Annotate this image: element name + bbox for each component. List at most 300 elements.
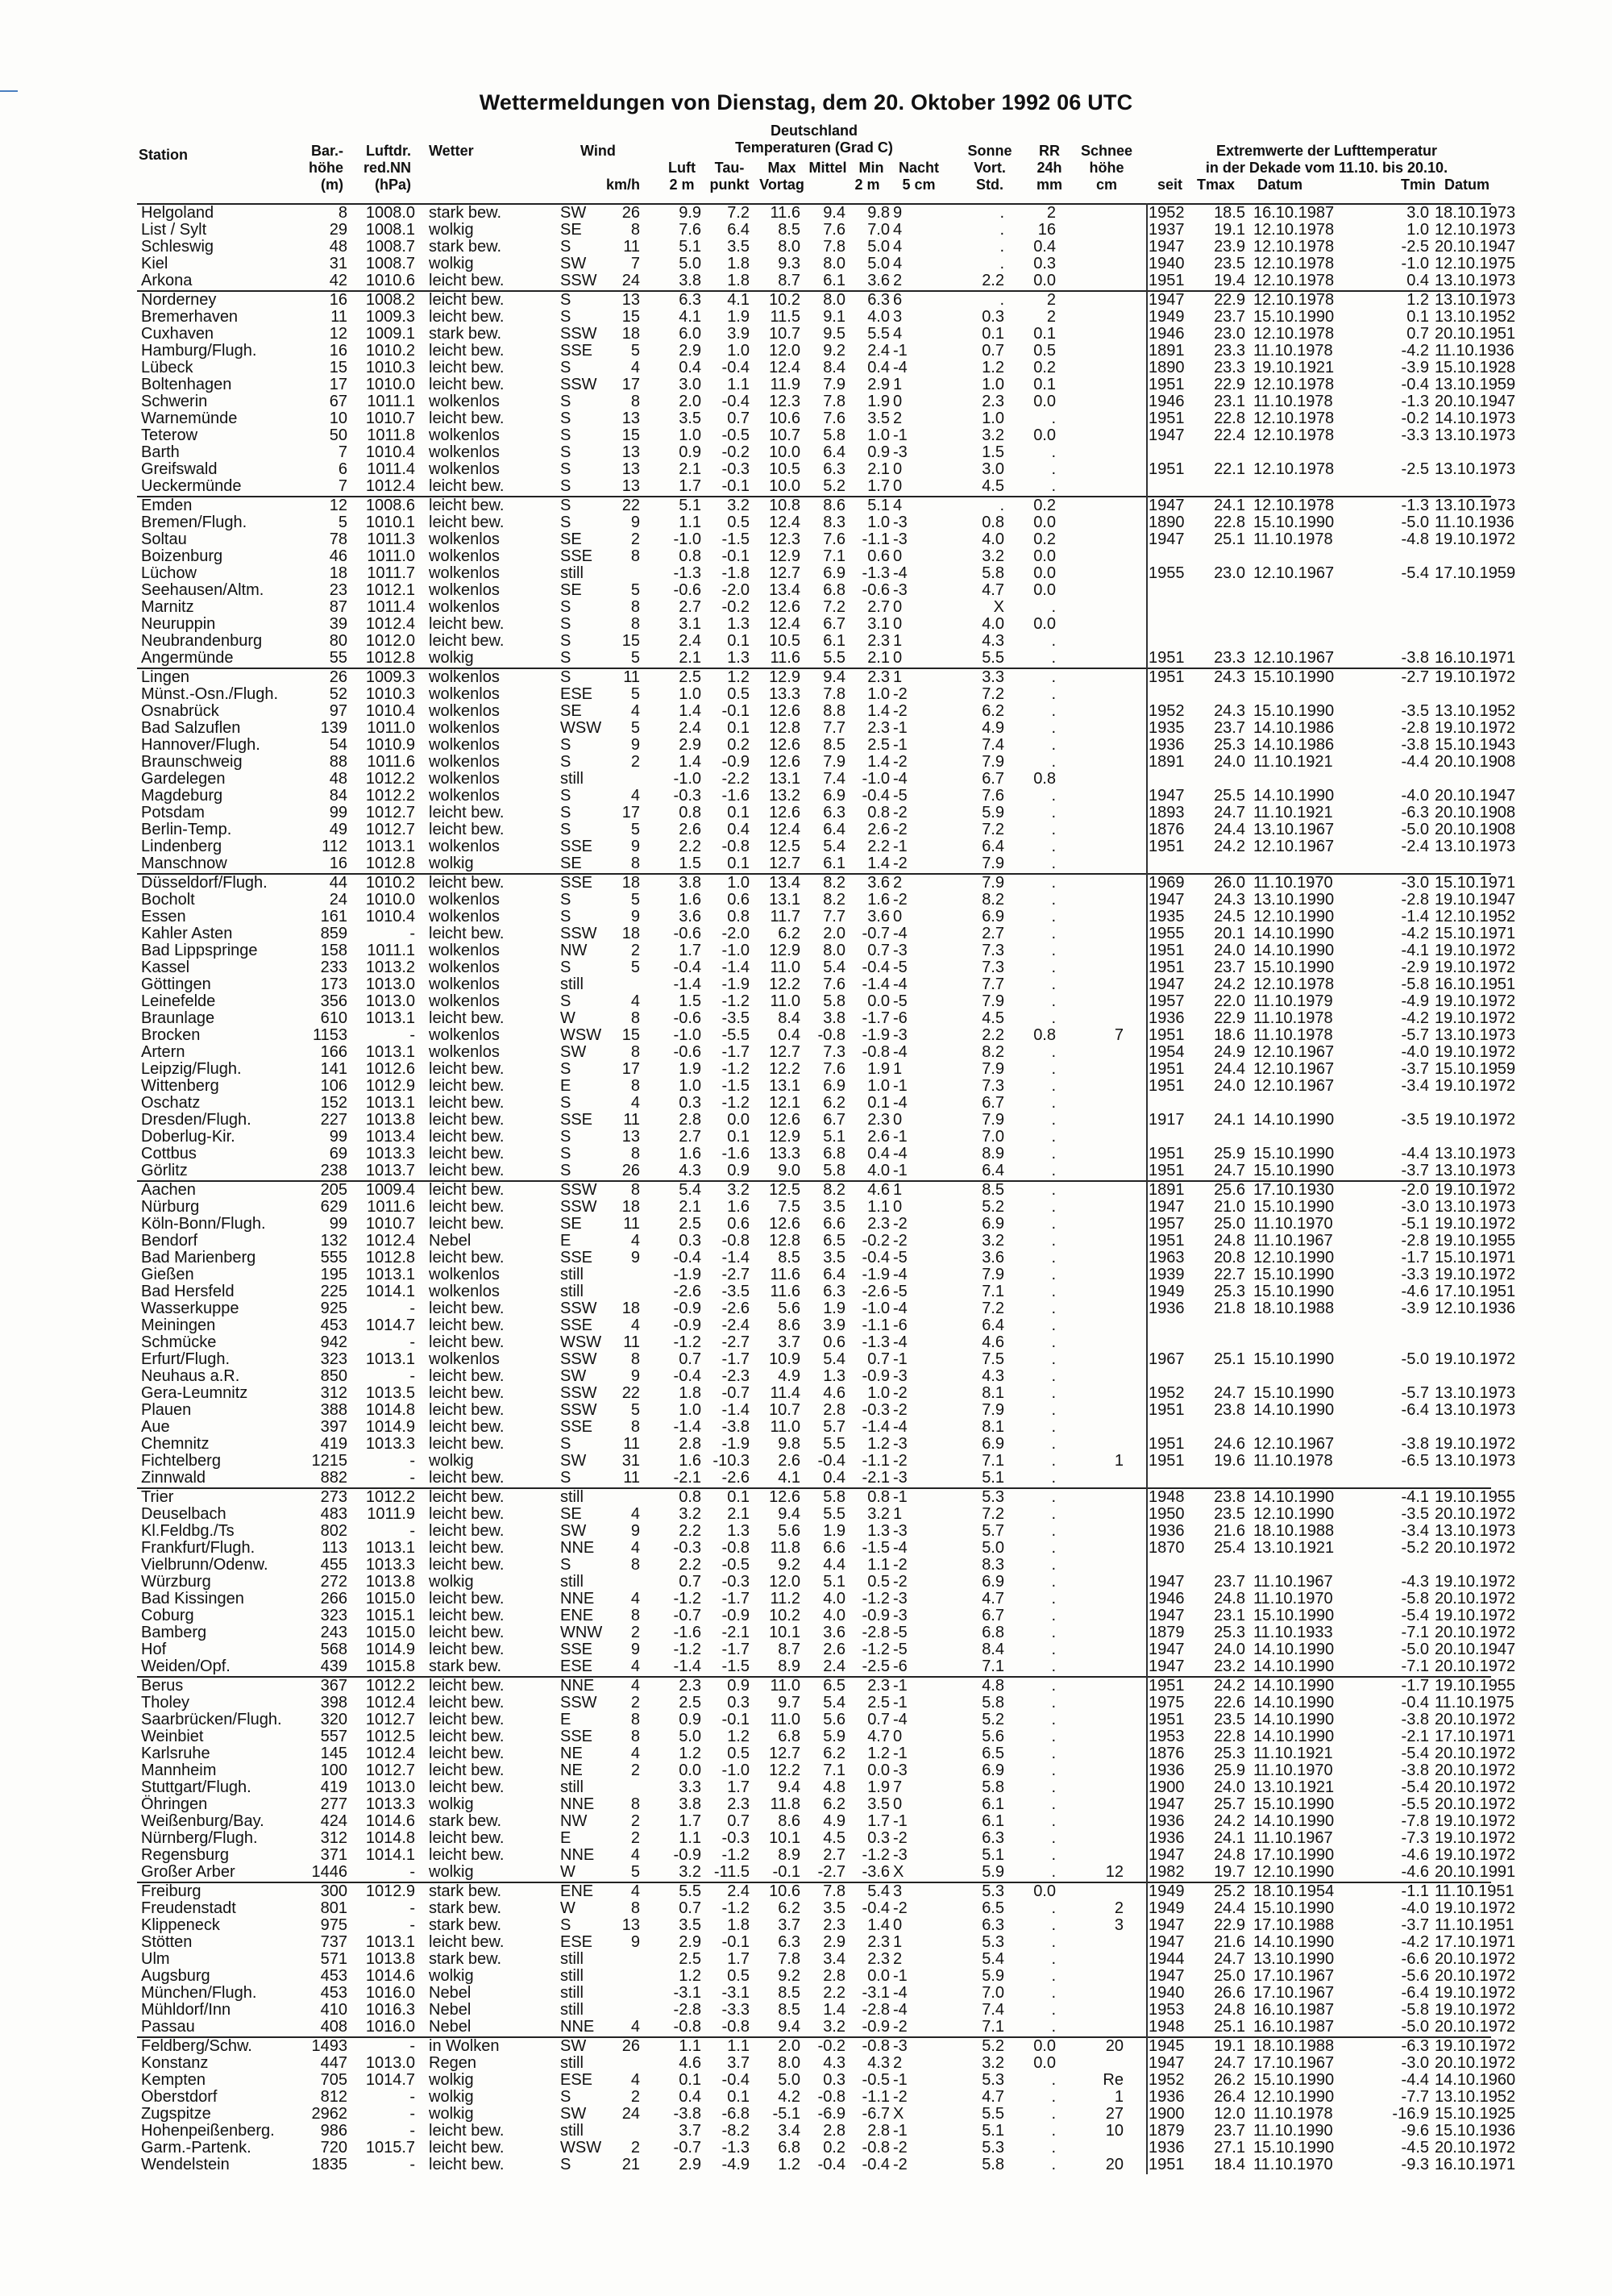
cell-extrem-seit: 1937 (1149, 221, 1185, 239)
cell-luftdruck: 1012.4 (365, 615, 415, 633)
cell-station-name: Boizenburg (141, 547, 223, 565)
cell-wind-richtung: NNE (560, 1539, 595, 1557)
cell-wetter: leicht bew. (429, 925, 505, 942)
cell-taupunkt: 0.7 (727, 1812, 750, 1830)
cell-min-5cm: -3 (893, 1590, 908, 1608)
cell-max-vortag: 10.7 (769, 426, 800, 444)
cell-extrem-seit: 1951 (1149, 1145, 1185, 1163)
cell-extrem-tmax-datum: 14.10.1990 (1253, 1488, 1335, 1506)
cell-station-name: Artern (141, 1043, 185, 1061)
cell-extrem-tmax: 22.8 (1214, 514, 1245, 531)
cell-luftdruck: 1012.4 (365, 477, 415, 495)
cell-taupunkt: -2.0 (721, 925, 750, 942)
cell-bar-hoehe: 48 (329, 770, 347, 788)
cell-wetter: leicht bew. (429, 821, 505, 838)
cell-luftdruck: 1012.6 (365, 1060, 415, 1078)
cell-max-vortag: 10.5 (769, 460, 800, 478)
cell-min-2m: 1.2 (867, 1745, 890, 1762)
cell-station-name: Augsburg (141, 1967, 210, 1985)
cell-min-2m: 5.4 (867, 1882, 890, 1900)
cell-sonne-std: 3.3 (982, 668, 1004, 686)
cell-extrem-tmax: 22.1 (1214, 460, 1245, 478)
cell-schnee-hoehe: Re (1103, 2071, 1124, 2089)
cell-taupunkt: 0.6 (727, 891, 750, 909)
cell-luftdruck: - (409, 1916, 415, 1934)
cell-extrem-tmin: -3.4 (1401, 1077, 1429, 1095)
cell-wind-kmh: 18 (621, 1198, 640, 1216)
cell-extrem-seit: 1953 (1149, 2001, 1185, 2019)
cell-rr-24h: . (1051, 1435, 1056, 1453)
cell-extrem-tmin-datum: 20.10.1972 (1435, 1590, 1516, 1608)
cell-max-vortag: 12.5 (769, 1181, 800, 1199)
table-row (137, 1846, 1516, 1864)
cell-station-name: Gera-Leumnitz (141, 1384, 248, 1402)
cell-wind-richtung: SW (560, 255, 587, 272)
header-schnee-2: höhe (1089, 160, 1124, 176)
cell-extrem-seit: 1936 (1149, 2139, 1185, 2157)
cell-wind-richtung: S (560, 1145, 571, 1163)
cell-extrem-tmax-datum: 18.10.1988 (1253, 1522, 1335, 1540)
cell-min-2m: -0.8 (862, 1043, 890, 1061)
cell-wind-kmh: 18 (621, 874, 640, 892)
cell-wetter: leicht bew. (429, 1677, 505, 1695)
cell-wind-richtung: still (560, 1573, 584, 1591)
cell-mittel-vortag: 2.2 (823, 1984, 845, 2002)
cell-min-5cm: 0 (893, 908, 903, 925)
cell-extrem-tmax-datum: 12.10.1990 (1253, 1505, 1335, 1523)
cell-extrem-seit: 1891 (1149, 342, 1185, 360)
cell-sonne-std: 8.1 (982, 1418, 1004, 1436)
cell-luftdruck: 1011.1 (367, 942, 415, 959)
cell-luftdruck: 1013.3 (365, 1795, 415, 1813)
cell-max-vortag: 6.3 (778, 1933, 800, 1951)
cell-max-vortag: 12.7 (769, 564, 800, 582)
cell-min-2m: 1.0 (867, 1384, 890, 1402)
cell-luft-2m: 0.9 (679, 1711, 701, 1728)
cell-rr-24h: 0.0 (1033, 2037, 1056, 2055)
cell-luftdruck: 1014.8 (365, 1829, 415, 1847)
cell-extrem-seit: 1951 (1149, 1677, 1185, 1695)
cell-taupunkt: -10.3 (713, 1452, 750, 1470)
cell-sonne-std: 5.2 (982, 2037, 1004, 2055)
cell-extrem-tmax: 25.0 (1214, 1967, 1245, 1985)
cell-bar-hoehe: 419 (320, 1435, 347, 1453)
cell-extrem-tmax: 22.9 (1214, 376, 1245, 393)
cell-wetter: wolkenlos (429, 1026, 500, 1044)
cell-mittel-vortag: 6.2 (823, 1745, 845, 1762)
cell-station-name: Meiningen (141, 1316, 216, 1334)
cell-max-vortag: 6.8 (778, 2139, 800, 2157)
cell-rr-24h: . (1051, 942, 1056, 959)
cell-station-name: Doberlug-Kir. (141, 1128, 235, 1146)
cell-min-5cm: 7 (893, 1778, 903, 1796)
cell-bar-hoehe: 87 (329, 598, 347, 616)
cell-mittel-vortag: 3.5 (823, 1249, 845, 1267)
cell-bar-hoehe: 312 (320, 1829, 347, 1847)
cell-rr-24h: . (1051, 1916, 1056, 1934)
cell-extrem-seit: 1935 (1149, 719, 1185, 737)
cell-max-vortag: 12.4 (769, 615, 800, 633)
cell-min-2m: -1.2 (862, 1846, 890, 1864)
cell-min-2m: 1.7 (867, 477, 890, 495)
cell-luftdruck: 1015.8 (365, 1658, 415, 1675)
cell-luft-2m: 9.9 (679, 204, 701, 222)
cell-wind-kmh: 17 (621, 804, 640, 821)
table-row (137, 2105, 1516, 2123)
cell-extrem-tmin-datum: 20.10.1972 (1435, 1539, 1516, 1557)
cell-extrem-tmin: -0.2 (1401, 410, 1429, 427)
cell-sonne-std: X (993, 598, 1004, 616)
cell-extrem-tmax: 21.6 (1214, 1522, 1245, 1540)
cell-wind-kmh: 11 (623, 1435, 640, 1453)
cell-sonne-std: 4.9 (982, 719, 1004, 737)
cell-extrem-tmax-datum: 12.10.1978 (1253, 325, 1335, 343)
cell-station-name: München/Flugh. (141, 1984, 257, 2002)
cell-luftdruck: 1015.0 (365, 1590, 415, 1608)
cell-wind-kmh: 2 (630, 2139, 640, 2157)
cell-min-5cm: -5 (893, 787, 908, 805)
cell-min-5cm: -2 (893, 1829, 908, 1847)
cell-extrem-tmax: 25.3 (1214, 1283, 1245, 1300)
station-group (137, 1882, 1516, 2036)
cell-taupunkt: -2.3 (721, 1367, 750, 1385)
cell-wind-kmh: 11 (623, 1215, 640, 1233)
cell-taupunkt: 0.9 (727, 1162, 750, 1179)
cell-wind-richtung: SSE (560, 1728, 593, 1745)
cell-extrem-tmax-datum: 12.10.1978 (1253, 376, 1335, 393)
cell-extrem-seit: 1936 (1149, 1300, 1185, 1317)
cell-sonne-std: 8.4 (982, 1641, 1004, 1658)
cell-extrem-tmax-datum: 15.10.1990 (1253, 514, 1335, 531)
cell-min-5cm: 1 (893, 376, 903, 393)
cell-taupunkt: -0.3 (721, 1829, 750, 1847)
cell-rr-24h: 0.4 (1033, 238, 1056, 256)
cell-rr-24h: 0.1 (1033, 325, 1056, 343)
cell-extrem-tmax: 24.1 (1214, 1829, 1245, 1847)
cell-luft-2m: 2.1 (679, 460, 701, 478)
cell-luftdruck: - (409, 2088, 415, 2106)
cell-wind-kmh: 9 (630, 838, 640, 855)
cell-sonne-std: 8.9 (982, 1145, 1004, 1163)
cell-wind-richtung: S (560, 992, 571, 1010)
cell-mittel-vortag: 6.7 (823, 1111, 845, 1129)
cell-sonne-std: 7.1 (982, 1658, 1004, 1675)
cell-max-vortag: 2.0 (778, 2037, 800, 2055)
cell-extrem-seit: 1967 (1149, 1350, 1185, 1368)
cell-extrem-tmax: 24.2 (1214, 975, 1245, 993)
cell-taupunkt: 3.7 (727, 2054, 750, 2072)
cell-bar-hoehe: 112 (322, 838, 347, 855)
cell-extrem-seit: 1891 (1149, 1181, 1185, 1199)
cell-luftdruck: 1014.8 (365, 1401, 415, 1419)
cell-extrem-tmax: 24.0 (1214, 1077, 1245, 1095)
cell-extrem-tmin-datum: 15.10.1971 (1435, 925, 1516, 942)
cell-mittel-vortag: 1.9 (823, 1522, 845, 1540)
cell-station-name: Zinnwald (141, 1469, 206, 1487)
cell-extrem-seit: 1951 (1149, 410, 1185, 427)
cell-extrem-tmin-datum: 13.10.1973 (1435, 1522, 1516, 1540)
table-row (137, 908, 1516, 925)
cell-mittel-vortag: 9.1 (823, 308, 845, 326)
cell-extrem-tmin-datum: 20.10.1972 (1435, 1658, 1516, 1675)
cell-taupunkt: -6.8 (721, 2105, 750, 2123)
cell-extrem-tmax-datum: 11.10.1970 (1253, 1590, 1333, 1608)
table-row (137, 2088, 1516, 2106)
cell-luftdruck: 1012.9 (365, 1077, 415, 1095)
cell-luftdruck: 1008.0 (365, 204, 415, 222)
cell-max-vortag: 12.4 (769, 514, 800, 531)
cell-mittel-vortag: 4.8 (823, 1778, 845, 1796)
cell-max-vortag: 12.2 (769, 1060, 800, 1078)
cell-sonne-std: 5.8 (982, 564, 1004, 582)
table-row (137, 1694, 1514, 1712)
cell-extrem-tmax: 24.0 (1214, 753, 1245, 771)
cell-wind-richtung: SSE (560, 838, 593, 855)
cell-luft-2m: 2.6 (679, 821, 701, 838)
table-row (137, 272, 1516, 289)
cell-min-5cm: -4 (893, 359, 908, 376)
cell-extrem-tmax-datum: 11.10.1978 (1253, 530, 1333, 548)
cell-extrem-tmax-datum: 13.10.1967 (1253, 821, 1335, 838)
station-group (137, 496, 1516, 667)
cell-station-name: Würzburg (141, 1573, 211, 1591)
cell-taupunkt: 2.4 (727, 1882, 750, 1900)
cell-extrem-tmax: 19.1 (1214, 221, 1245, 239)
cell-luft-2m: 2.9 (679, 1933, 701, 1951)
cell-taupunkt: -0.5 (721, 1556, 750, 1574)
cell-rr-24h: . (1051, 891, 1056, 909)
cell-wind-richtung: W (560, 1899, 575, 1917)
cell-min-2m: 3.1 (867, 615, 890, 633)
cell-rr-24h: . (1051, 1607, 1056, 1624)
cell-wetter: wolkig (429, 2071, 474, 2089)
cell-mittel-vortag: 5.5 (823, 649, 845, 667)
cell-wetter: leicht bew. (429, 1249, 505, 1267)
cell-wetter: leicht bew. (429, 1128, 505, 1146)
cell-min-2m: 3.5 (867, 1795, 890, 1813)
cell-min-5cm: -1 (893, 719, 908, 737)
cell-luftdruck: - (409, 1899, 415, 1917)
header-min-1: Min (858, 160, 884, 176)
cell-luft-2m: 2.7 (679, 598, 701, 616)
cell-rr-24h: . (1051, 1469, 1056, 1487)
cell-extrem-seit: 1975 (1149, 1694, 1185, 1712)
cell-extrem-tmin-datum: 19.10.1972 (1435, 1829, 1516, 1847)
cell-wind-kmh: 8 (630, 1077, 640, 1095)
cell-station-name: Ueckermünde (141, 477, 242, 495)
cell-extrem-seit: 1879 (1149, 1624, 1185, 1641)
cell-min-5cm: 2 (893, 272, 903, 289)
cell-luft-2m: 5.4 (679, 1181, 701, 1199)
cell-bar-hoehe: 323 (320, 1607, 347, 1624)
cell-extrem-tmin-datum: 19.10.1972 (1435, 1435, 1516, 1453)
cell-luft-2m: -2.6 (673, 1283, 701, 1300)
cell-sonne-std: 6.4 (982, 1316, 1004, 1334)
cell-taupunkt: -0.8 (721, 1232, 750, 1250)
cell-min-2m: 2.3 (867, 1950, 890, 1968)
cell-luft-2m: 3.3 (679, 1778, 701, 1796)
cell-min-2m: 3.2 (867, 1505, 890, 1523)
cell-min-5cm: 4 (893, 255, 903, 272)
table-row (137, 942, 1516, 959)
cell-wind-richtung: SSE (560, 874, 593, 892)
cell-extrem-tmax: 25.2 (1214, 1882, 1245, 1900)
cell-extrem-tmax-datum: 15.10.1990 (1253, 2139, 1335, 2157)
cell-extrem-tmin: -3.5 (1401, 702, 1429, 720)
table-row (137, 1488, 1516, 1506)
cell-taupunkt: 7.2 (727, 204, 750, 222)
cell-extrem-tmin: -3.8 (1401, 1711, 1429, 1728)
cell-max-vortag: 10.6 (769, 1882, 800, 1900)
cell-luft-2m: 6.0 (679, 325, 701, 343)
cell-luftdruck: 1014.9 (365, 1418, 415, 1436)
cell-rr-24h: . (1051, 1694, 1056, 1712)
cell-min-5cm: -4 (893, 1711, 908, 1728)
cell-mittel-vortag: 6.5 (823, 1232, 845, 1250)
table-row (137, 1215, 1516, 1233)
cell-extrem-tmin-datum: 19.10.1972 (1435, 1266, 1516, 1283)
cell-min-2m: 1.0 (867, 1077, 890, 1095)
cell-wind-kmh: 9 (630, 514, 640, 531)
cell-extrem-seit: 1944 (1149, 1950, 1185, 1968)
cell-wind-richtung: S (560, 959, 571, 976)
cell-luftdruck: 1009.3 (365, 668, 415, 686)
cell-wind-kmh: 4 (630, 702, 640, 720)
cell-extrem-tmax: 24.7 (1214, 1384, 1245, 1402)
cell-min-5cm: 4 (893, 238, 903, 256)
cell-min-2m: 3.6 (867, 874, 890, 892)
cell-min-2m: -3.6 (862, 1863, 890, 1881)
cell-min-2m: 5.0 (867, 255, 890, 272)
cell-wind-richtung: SSE (560, 547, 593, 565)
cell-extrem-tmin: -3.9 (1401, 1300, 1429, 1317)
cell-extrem-tmin: 3.0 (1406, 204, 1429, 222)
cell-extrem-tmin-datum: 19.10.1972 (1435, 2037, 1516, 2055)
cell-wind-richtung: WSW (560, 719, 602, 737)
cell-taupunkt: -0.1 (721, 702, 750, 720)
cell-min-2m: 1.2 (867, 1435, 890, 1453)
table-row (137, 1573, 1516, 1591)
cell-extrem-tmax: 23.5 (1214, 255, 1245, 272)
cell-extrem-tmin-datum: 12.10.1975 (1435, 255, 1516, 272)
cell-extrem-tmax-datum: 15.10.1990 (1253, 1162, 1335, 1179)
cell-sonne-std: 7.2 (982, 685, 1004, 703)
cell-station-name: Lingen (141, 668, 190, 686)
cell-bar-hoehe: 408 (320, 2018, 347, 2036)
cell-extrem-seit: 1947 (1149, 975, 1185, 993)
cell-luft-2m: 1.2 (679, 1967, 701, 1985)
cell-sonne-std: 5.6 (982, 1728, 1004, 1745)
cell-mittel-vortag: 1.3 (823, 1367, 845, 1385)
cell-bar-hoehe: 11 (330, 308, 347, 326)
cell-bar-hoehe: 67 (329, 393, 347, 410)
cell-luft-2m: 1.7 (679, 477, 701, 495)
cell-wind-kmh: 8 (630, 547, 640, 565)
cell-schnee-hoehe: 3 (1114, 1916, 1124, 1934)
table-row (137, 992, 1516, 1010)
cell-wetter: stark bew. (429, 1950, 502, 1968)
cell-extrem-tmax-datum: 18.10.1988 (1253, 2037, 1335, 2055)
cell-max-vortag: 10.0 (769, 443, 800, 461)
cell-extrem-seit: 1891 (1149, 753, 1185, 771)
cell-bar-hoehe: 356 (320, 992, 347, 1010)
cell-min-2m: 1.4 (867, 1916, 890, 1934)
cell-min-5cm: 0 (893, 393, 903, 410)
table-row (137, 564, 1516, 582)
cell-wind-richtung: S (560, 308, 571, 326)
cell-wind-richtung: SE (560, 221, 582, 239)
cell-station-name: Nürburg (141, 1198, 200, 1216)
cell-wind-kmh: 9 (630, 908, 640, 925)
cell-bar-hoehe: 7 (338, 477, 347, 495)
table-row (137, 1435, 1516, 1453)
cell-mittel-vortag: 0.2 (823, 2139, 845, 2157)
cell-station-name: Weiden/Opf. (141, 1658, 231, 1675)
cell-wind-kmh: 8 (630, 1711, 640, 1728)
cell-luftdruck: 1013.0 (365, 992, 415, 1010)
table-row (137, 1899, 1516, 1917)
cell-station-name: Berlin-Temp. (141, 821, 232, 838)
cell-taupunkt: 0.9 (727, 1677, 750, 1695)
cell-mittel-vortag: 2.8 (823, 1967, 845, 1985)
cell-sonne-std: 7.9 (982, 1401, 1004, 1419)
cell-wind-richtung: still (560, 1266, 584, 1283)
cell-wetter: leicht bew. (429, 2139, 505, 2157)
cell-luftdruck: - (409, 1333, 415, 1351)
cell-luftdruck: 1011.4 (367, 460, 415, 478)
cell-luftdruck: 1009.4 (365, 1181, 415, 1199)
cell-min-5cm: -1 (893, 1350, 908, 1368)
cell-min-5cm: -2 (893, 2088, 908, 2106)
cell-max-vortag: 12.9 (769, 547, 800, 565)
cell-mittel-vortag: 5.4 (823, 1694, 845, 1712)
cell-sonne-std: 7.3 (982, 959, 1004, 976)
cell-extrem-tmax-datum: 12.10.1967 (1253, 649, 1335, 667)
cell-schnee-hoehe: 12 (1105, 1863, 1124, 1881)
cell-luft-2m: 4.3 (679, 1162, 701, 1179)
cell-wetter: stark bew. (429, 1812, 502, 1830)
cell-mittel-vortag: 8.6 (823, 497, 845, 514)
cell-extrem-tmin: -3.5 (1401, 1111, 1429, 1129)
cell-extrem-seit: 1947 (1149, 1795, 1185, 1813)
cell-extrem-tmin: -3.0 (1401, 874, 1429, 892)
cell-extrem-tmax-datum: 12.10.1967 (1253, 1077, 1335, 1095)
cell-luft-2m: 3.8 (679, 1795, 701, 1813)
cell-wind-kmh: 18 (621, 1300, 640, 1317)
cell-extrem-tmax-datum: 14.10.1990 (1253, 1641, 1335, 1658)
cell-luft-2m: 3.0 (679, 376, 701, 393)
cell-rr-24h: . (1051, 874, 1056, 892)
cell-extrem-tmin: -4.2 (1401, 1933, 1429, 1951)
cell-min-5cm: -1 (893, 1677, 908, 1695)
cell-rr-24h: . (1051, 908, 1056, 925)
cell-rr-24h: . (1051, 1350, 1056, 1368)
cell-luft-2m: 2.5 (679, 1215, 701, 1233)
cell-taupunkt: -0.4 (721, 2071, 750, 2089)
cell-min-5cm: -1 (893, 1745, 908, 1762)
cell-wind-richtung: SW (560, 1043, 587, 1061)
cell-sonne-std: 8.2 (982, 1043, 1004, 1061)
cell-sonne-std: 2.3 (982, 393, 1004, 410)
cell-rr-24h: . (1051, 1812, 1056, 1830)
cell-extrem-tmin: -5.0 (1401, 1350, 1429, 1368)
table-row (137, 1762, 1516, 1779)
cell-luft-2m: -0.4 (673, 959, 701, 976)
cell-extrem-tmax-datum: 15.10.1990 (1253, 1350, 1335, 1368)
cell-station-name: Greifswald (141, 460, 218, 478)
cell-extrem-tmax-datum: 17.10.1988 (1253, 1916, 1335, 1934)
cell-rr-24h: 0.0 (1033, 272, 1056, 289)
